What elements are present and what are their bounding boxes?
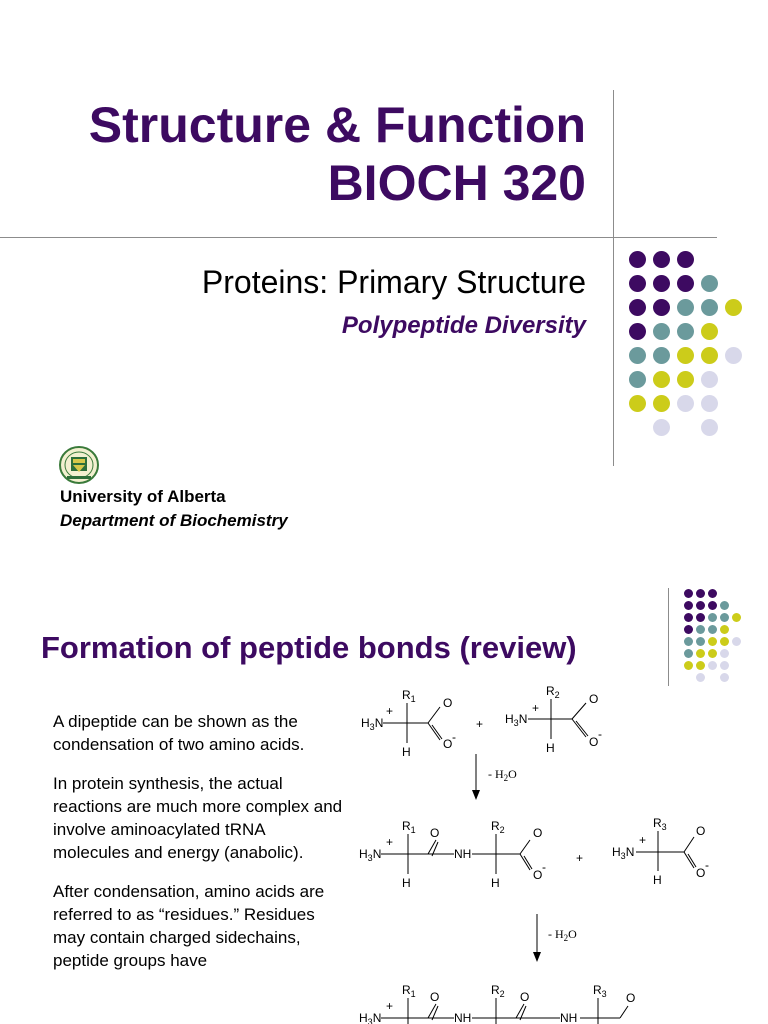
decorative-dot	[653, 419, 670, 436]
decorative-dot	[677, 371, 694, 388]
oxygen-label: O	[626, 991, 636, 1005]
decorative-dot	[629, 347, 646, 364]
reaction-arrowheads	[472, 790, 541, 962]
decorative-dot	[696, 625, 705, 634]
decorative-dot	[629, 323, 646, 340]
decorative-dot	[696, 649, 705, 658]
decorative-dot	[708, 589, 717, 598]
decorative-dot	[684, 589, 693, 598]
oxygen-label: O	[533, 868, 543, 882]
decorative-dot	[708, 661, 717, 670]
reaction-bonds	[381, 699, 696, 1024]
svg-text:H3N: $H_3N$	[361, 716, 384, 732]
negative-charge: -	[598, 727, 602, 741]
decorative-dot	[677, 347, 694, 364]
decorative-dot	[653, 275, 670, 292]
svg-text:R2: $R_2$	[491, 983, 505, 999]
paragraph-3: After condensation, amino acids are referred to as “residues.” Residues may contain charged sidechains, peptide groups have	[53, 882, 325, 970]
oxygen-label: O	[533, 826, 543, 840]
oxygen-label: O	[589, 735, 599, 749]
decorative-dot	[629, 299, 646, 316]
decorative-dot	[653, 251, 670, 268]
oxygen-label: O	[443, 737, 453, 751]
paragraph-2: In protein synthesis, the actual reactions are much more complex and involve aminoacylated tRNA molecules and energy (anabolic).	[53, 774, 343, 862]
decorative-dot	[708, 601, 717, 610]
content-slide	[0, 560, 768, 1024]
positive-charge: +	[386, 835, 394, 849]
positive-charge: +	[386, 704, 394, 718]
decorative-dot	[701, 299, 718, 316]
decorative-dot	[708, 637, 717, 646]
decorative-dot	[677, 275, 694, 292]
decorative-dot	[629, 395, 646, 412]
decorative-dot	[725, 347, 742, 364]
decorative-dot	[684, 613, 693, 622]
decorative-dot	[701, 275, 718, 292]
amide-nh-label: NH	[560, 1011, 578, 1024]
oxygen-label: O	[589, 692, 599, 706]
oxygen-label: O	[430, 826, 440, 840]
oxygen-label: O	[443, 696, 453, 710]
decorative-dot	[653, 323, 670, 340]
decorative-dot	[701, 323, 718, 340]
positive-charge: +	[386, 999, 394, 1013]
negative-charge: -	[452, 730, 456, 744]
svg-text:- H2O: - $H_2O$	[488, 767, 517, 783]
svg-text:H3N: $H_3N$	[505, 712, 528, 728]
hydrogen-label: H	[402, 745, 411, 759]
amide-nh-label: NH	[454, 847, 472, 861]
decorative-dot	[684, 661, 693, 670]
slide-subsubtitle: Polypeptide Diversity	[341, 312, 586, 339]
peptide-bond-reaction-diagram	[350, 680, 768, 1024]
positive-charge: +	[639, 833, 647, 847]
vertical-divider	[613, 90, 614, 466]
decorative-dot	[677, 299, 694, 316]
svg-text:H3N: $H_3N$	[359, 847, 382, 863]
decorative-dot	[720, 661, 729, 670]
decorative-dot	[696, 589, 705, 598]
svg-text:R3: $R_3$	[593, 983, 607, 999]
decorative-dot	[653, 371, 670, 388]
decorative-dot	[684, 601, 693, 610]
department-name: Department of Biochemistry	[60, 511, 288, 530]
slide-body-text	[53, 710, 343, 988]
decorative-dot	[696, 661, 705, 670]
slide-title-line1: Structure & Function	[88, 97, 586, 153]
slide-title: Formation of peptide bonds (review)	[41, 630, 577, 665]
svg-text:R2: $R_2$	[491, 819, 505, 835]
decorative-dot	[720, 637, 729, 646]
paragraph-1: A dipeptide can be shown as the condensation of two amino acids.	[53, 712, 305, 754]
decorative-dot	[677, 251, 694, 268]
decorative-dot	[653, 347, 670, 364]
oxygen-label: O	[430, 990, 440, 1004]
decorative-dot	[720, 613, 729, 622]
positive-charge: +	[532, 701, 540, 715]
decorative-dot	[684, 637, 693, 646]
svg-text:H3N: $H_3N$	[612, 845, 635, 861]
negative-charge: -	[542, 860, 546, 874]
decorative-dot	[629, 251, 646, 268]
hydrogen-label: H	[402, 876, 411, 890]
decorative-dot	[696, 613, 705, 622]
decorative-dot	[684, 625, 693, 634]
decorative-dot	[708, 625, 717, 634]
decorative-dot	[677, 395, 694, 412]
decorative-dot	[725, 299, 742, 316]
horizontal-divider	[0, 237, 717, 238]
decorative-dot	[708, 649, 717, 658]
oxygen-label: O	[696, 866, 706, 880]
vertical-divider	[668, 588, 669, 686]
decorative-dot	[708, 613, 717, 622]
oxygen-label: O	[696, 824, 706, 838]
decorative-dot	[732, 637, 741, 646]
decorative-dot	[653, 299, 670, 316]
decorative-dot	[701, 347, 718, 364]
decorative-dot	[720, 601, 729, 610]
university-crest-icon	[58, 445, 100, 485]
hydrogen-label: H	[546, 741, 555, 755]
decorative-dot	[684, 649, 693, 658]
plus-sign: +	[476, 717, 484, 731]
decorative-dot	[701, 371, 718, 388]
negative-charge: -	[705, 858, 709, 872]
svg-text:- H2O: - $H_2O$	[548, 927, 577, 943]
slide-title-line2: BIOCH 320	[327, 155, 586, 211]
institution-name: University of Alberta	[60, 487, 226, 506]
svg-text:R3: $R_3$	[653, 816, 667, 832]
decorative-dot	[653, 395, 670, 412]
decorative-dot	[720, 625, 729, 634]
decorative-dot	[629, 275, 646, 292]
decorative-dot	[677, 323, 694, 340]
slide-title	[89, 96, 586, 212]
amide-nh-label: NH	[454, 1011, 472, 1024]
hydrogen-label: H	[653, 873, 662, 887]
hydrogen-label: H	[491, 876, 500, 890]
svg-text:H3N: $H_3N$	[359, 1011, 382, 1024]
slide-subtitle: Proteins: Primary Structure	[201, 264, 586, 300]
decorative-dot	[720, 649, 729, 658]
svg-text:R1: $R_1$	[402, 688, 416, 704]
decorative-dot	[701, 395, 718, 412]
svg-text:R2: $R_2$	[546, 684, 560, 700]
svg-text:R1: $R_1$	[402, 983, 416, 999]
decorative-dot	[696, 601, 705, 610]
plus-sign: +	[576, 851, 584, 865]
svg-text:R1: $R_1$	[402, 819, 416, 835]
oxygen-label: O	[520, 990, 530, 1004]
decorative-dot	[696, 637, 705, 646]
decorative-dot	[701, 419, 718, 436]
decorative-dot	[732, 613, 741, 622]
decorative-dot	[629, 371, 646, 388]
